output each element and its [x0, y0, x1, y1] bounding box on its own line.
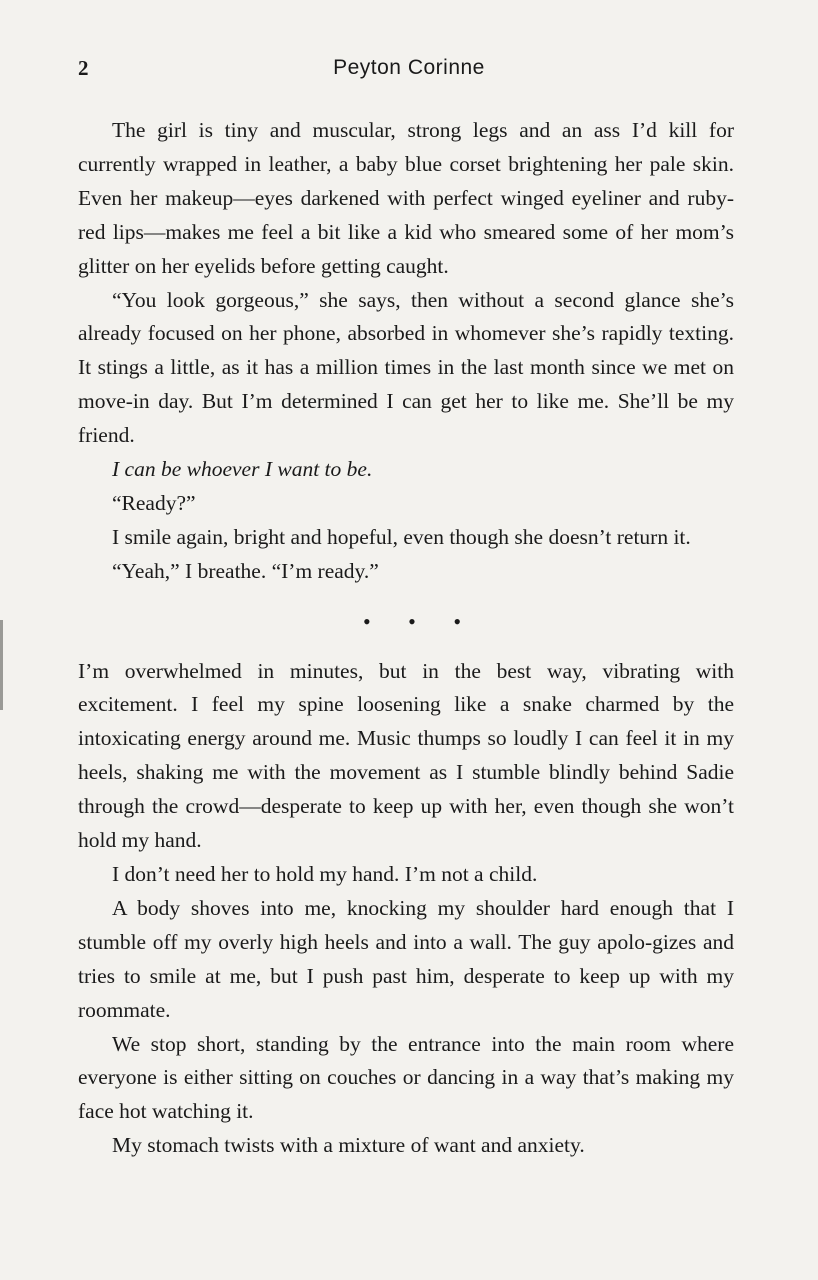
scene-break: • • •	[362, 608, 478, 634]
page-edge-shadow	[0, 620, 3, 710]
paragraph: I’m overwhelmed in minutes, but in the best way, vibrating with excitement. I feel my spine loosening like a snake charmed by the intoxicating energy around me. Music thumps so loudly I can feel it in my heels, shaking me with the movement as I stumble blindly behind Sadie through the crowd—desperate to keep up with her, even though she won’t hold my hand.	[78, 658, 734, 853]
paragraph: “Ready?”	[112, 490, 196, 515]
paragraph: “Yeah,” I breathe. “I’m ready.”	[112, 558, 379, 583]
paragraph: My stomach twists with a mixture of want and anxiety.	[112, 1133, 585, 1158]
body-text	[78, 114, 734, 1163]
paragraph: The girl is tiny and muscular, strong legs and an ass I’d kill for currently wrapped in leather, a baby blue corset brightening her pale skin. Even her makeup—eyes darkened with perfect winged eyeliner and ruby-red lips—makes me feel a bit like a kid who smeared some of her mom’s glitter on her eyelids before getting caught.	[78, 118, 734, 278]
paragraph: I don’t need her to hold my hand. I’m not a child.	[112, 862, 538, 887]
paragraph-italic: I can be whoever I want to be.	[112, 457, 373, 482]
page-number: 2	[78, 56, 89, 80]
running-head: Peyton Corinne	[333, 56, 485, 79]
paragraph: I smile again, bright and hopeful, even though she doesn’t return it.	[112, 524, 691, 549]
paragraph: A body shoves into me, knocking my shoulder hard enough that I stumble off my overly high heels and into a wall. The guy apolo-gizes and tries to smile at me, but I push past him, desperate to keep up with my roommate.	[78, 895, 734, 1022]
paragraph: “You look gorgeous,” she says, then without a second glance she’s already focused on her phone, absorbed in whomever she’s rapidly texting. It stings a little, as it has a million times in the last month since we met on move-in day. But I’m determined I can get her to like me. She’ll be my friend.	[78, 287, 734, 448]
paragraph: We stop short, standing by the entrance into the main room where everyone is either sitting on couches or dancing in a way that’s making my face hot watching it.	[78, 1031, 734, 1124]
